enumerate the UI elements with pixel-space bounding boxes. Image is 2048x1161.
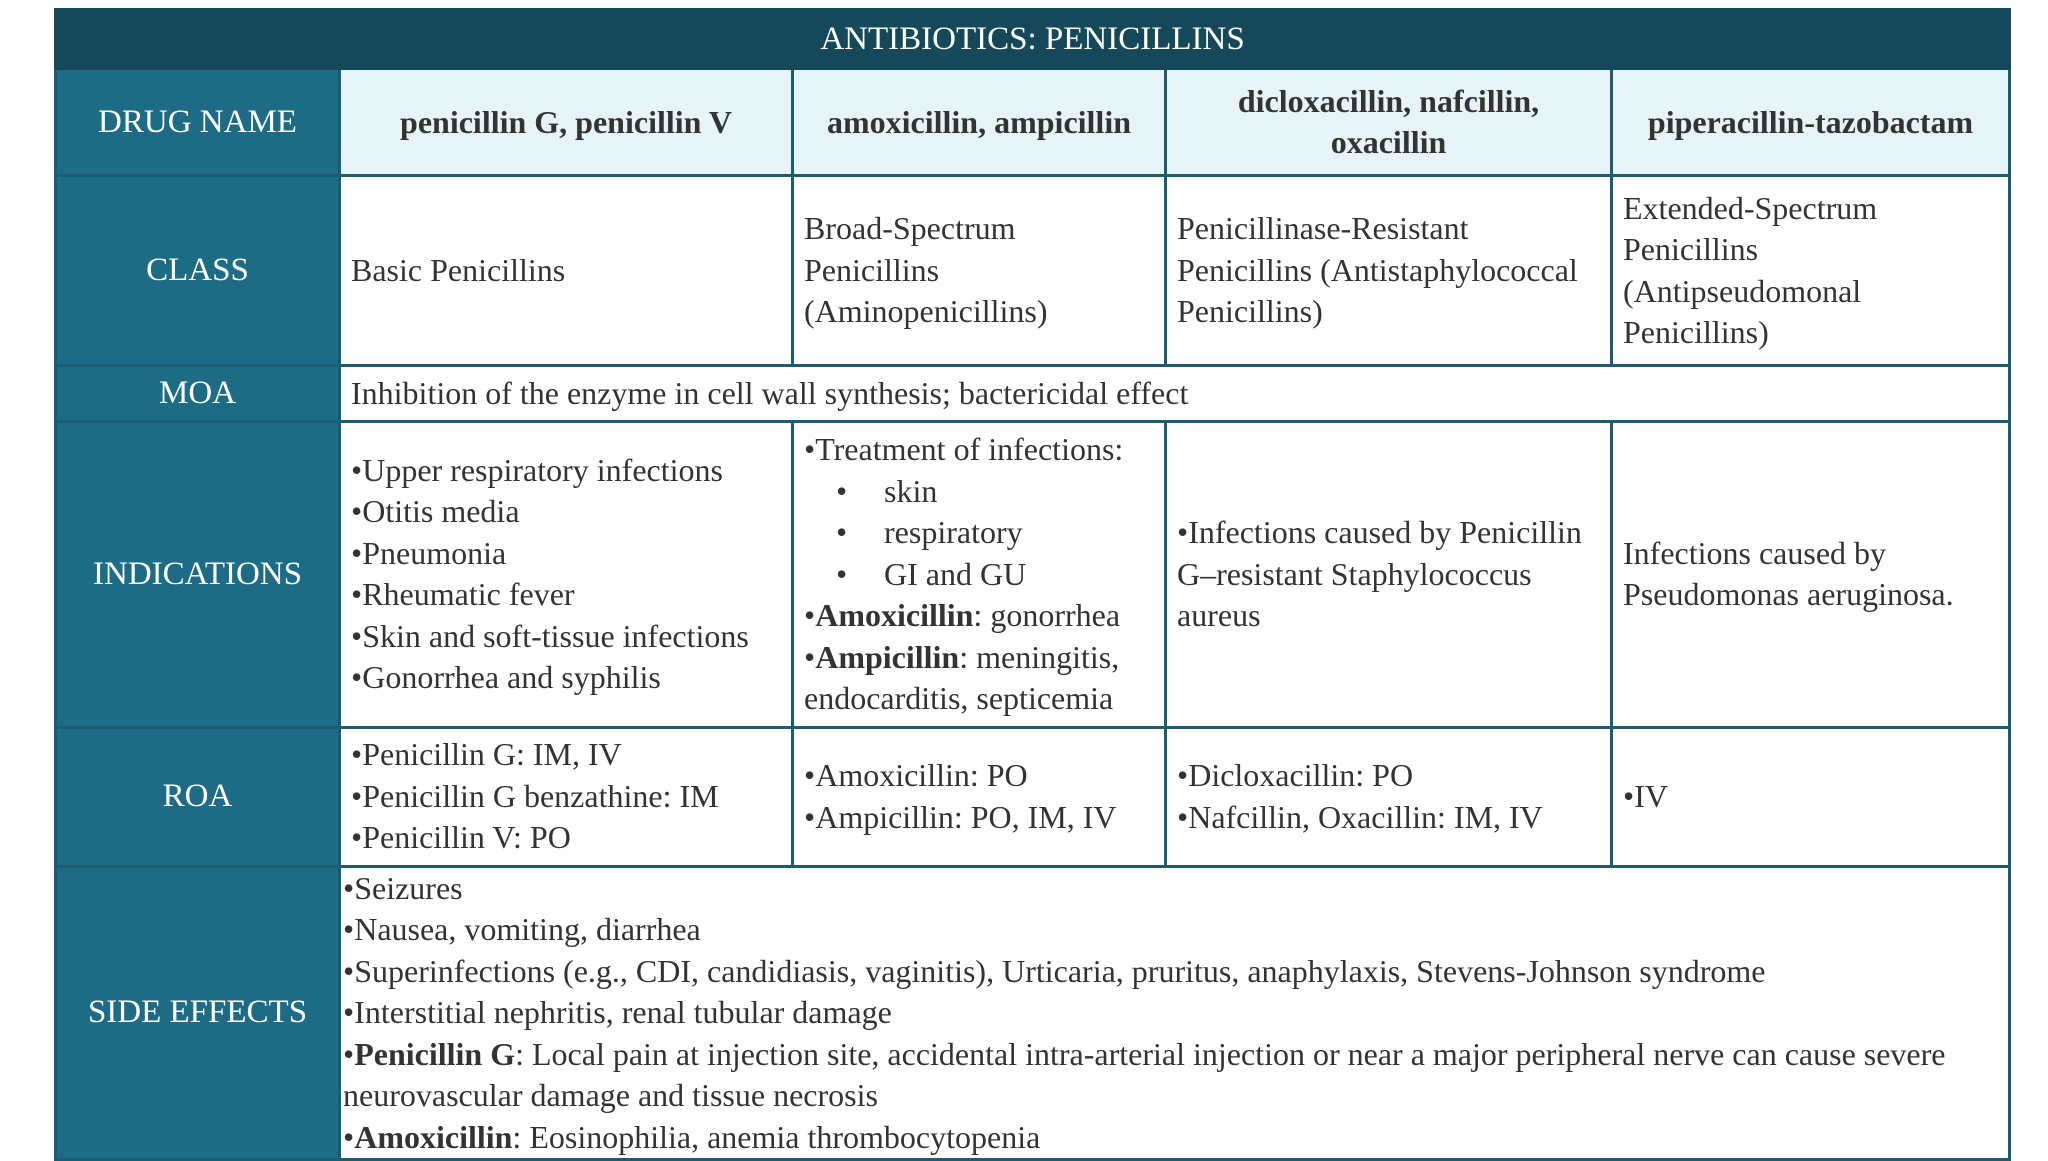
list-item: •Nausea, vomiting, diarrhea bbox=[343, 911, 701, 947]
penicillins-table bbox=[54, 8, 2011, 1161]
list-item-amoxicillin bbox=[804, 595, 1154, 637]
list-item: •Interstitial nephritis, renal tubular damage bbox=[343, 994, 892, 1030]
indications-cell-3: •Infections caused by Penicillin G–resistant Staphylococcus aureus bbox=[1166, 422, 1612, 728]
indication-text: : meningitis, endocarditis, septicemia bbox=[804, 638, 1120, 716]
list-item: •Seizures bbox=[343, 869, 463, 906]
drug-name-cell: amoxicillin, ampicillin bbox=[793, 69, 1166, 176]
drug-emphasis: Ampicillin bbox=[815, 638, 960, 675]
roa-cell-3 bbox=[1166, 727, 1612, 866]
roa-cell-4 bbox=[1612, 727, 2010, 866]
class-cell: Penicillinase-Resistant Penicillins (Antistaphylococcal Penicillins) bbox=[1166, 176, 1612, 366]
list-item: •Penicillin G: IM, IV bbox=[351, 736, 622, 773]
row-header-drug-name: DRUG NAME bbox=[56, 69, 340, 176]
moa-row bbox=[56, 366, 2010, 422]
list-item: •Amoxicillin: PO bbox=[804, 757, 1028, 793]
bullet: • bbox=[343, 1118, 355, 1155]
list-item: •Nafcillin, Oxacillin: IM, IV bbox=[1177, 798, 1543, 835]
list-item: •Skin and soft-tissue infections bbox=[351, 617, 749, 654]
sub-list-item: • skin bbox=[804, 471, 1154, 513]
moa-cell: Inhibition of the enzyme in cell wall synthesis; bactericidal effect bbox=[340, 366, 2010, 422]
drug-emphasis: Penicillin G bbox=[354, 1035, 516, 1072]
indications-list-2 bbox=[804, 429, 1154, 720]
row-header-side-effects: SIDE EFFECTS bbox=[56, 866, 340, 1160]
bullet: • bbox=[804, 597, 816, 633]
list-item: •Treatment of infections: bbox=[804, 431, 1124, 467]
sub-list-item: • GI and GU bbox=[804, 554, 1154, 596]
list-item: •Ampicillin: PO, IM, IV bbox=[804, 798, 1117, 835]
indications-cell-2 bbox=[793, 422, 1166, 728]
list-item: •Upper respiratory infections bbox=[351, 451, 723, 488]
indications-cell-1 bbox=[340, 422, 793, 728]
row-header-moa: MOA bbox=[56, 366, 340, 422]
side-effect-text: : Local pain at injection site, accidental intra-arterial injection or near a major peripheral nerve can cause severe neurovascular damage and tissue necrosis bbox=[343, 1035, 1946, 1113]
penicillins-table-container bbox=[54, 8, 2008, 1161]
list-item: •IV bbox=[1623, 777, 1668, 814]
list-item: •Pneumonia bbox=[351, 534, 507, 571]
row-header-class: CLASS bbox=[56, 176, 340, 366]
roa-list-4 bbox=[1623, 776, 1998, 818]
drug-name-cell: dicloxacillin, nafcillin, oxacillin bbox=[1166, 69, 1612, 176]
sub-list-item: • respiratory bbox=[804, 512, 1154, 554]
class-cell: Extended-Spectrum Penicillins (Antipseudomonal Penicillins) bbox=[1612, 176, 2010, 366]
drug-emphasis: Amoxicillin bbox=[815, 597, 974, 633]
title-row bbox=[56, 10, 2010, 69]
drug-name-cell: penicillin G, penicillin V bbox=[340, 69, 793, 176]
table-title: ANTIBIOTICS: PENICILLINS bbox=[56, 10, 2010, 69]
side-effects-cell bbox=[340, 866, 2010, 1160]
row-header-indications: INDICATIONS bbox=[56, 422, 340, 728]
roa-row bbox=[56, 727, 2010, 866]
roa-cell-1 bbox=[340, 727, 793, 866]
class-cell: Basic Penicillins bbox=[340, 176, 793, 366]
list-item: •Otitis media bbox=[351, 493, 520, 530]
list-item: •Rheumatic fever bbox=[351, 576, 575, 613]
side-effects-list bbox=[343, 868, 2006, 1159]
class-row bbox=[56, 176, 2010, 366]
side-effects-row bbox=[56, 866, 2010, 1160]
side-effect-text: : Eosinophilia, anemia thrombocytopenia bbox=[512, 1118, 1041, 1155]
class-cell: Broad-Spectrum Penicillins (Aminopenicillins) bbox=[793, 176, 1166, 366]
row-header-roa: ROA bbox=[56, 727, 340, 866]
list-item: •Penicillin G benzathine: IM bbox=[351, 777, 719, 814]
roa-list-1 bbox=[351, 734, 781, 859]
bullet: • bbox=[804, 638, 816, 675]
drug-name-cell: piperacillin-tazobactam bbox=[1612, 69, 2010, 176]
list-item-penicillin-g bbox=[343, 1034, 2006, 1117]
list-item-ampicillin bbox=[804, 637, 1154, 720]
drug-name-row bbox=[56, 69, 2010, 176]
roa-list-3 bbox=[1177, 755, 1600, 838]
list-item: •Gonorrhea and syphilis bbox=[351, 659, 661, 696]
indications-cell-4: Infections caused by Pseudomonas aeruginosa. bbox=[1612, 422, 2010, 728]
drug-emphasis: Amoxicillin bbox=[354, 1118, 513, 1155]
list-item: •Penicillin V: PO bbox=[351, 819, 571, 856]
indication-text: : gonorrhea bbox=[973, 597, 1121, 633]
list-item: •Dicloxacillin: PO bbox=[1177, 757, 1414, 793]
roa-cell-2 bbox=[793, 727, 1166, 866]
indications-list-1 bbox=[351, 450, 781, 699]
bullet: • bbox=[343, 1035, 355, 1072]
indications-row bbox=[56, 422, 2010, 728]
roa-list-2 bbox=[804, 755, 1154, 838]
list-item: •Superinfections (e.g., CDI, candidiasis, vaginitis), Urticaria, pruritus, anaphylaxis, Stevens-Johnson syndrome bbox=[343, 952, 1766, 989]
